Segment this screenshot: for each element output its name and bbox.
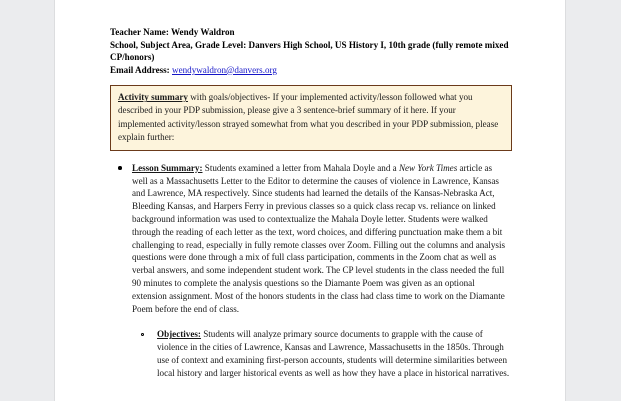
email-link[interactable]: wendywaldron@danvers.org bbox=[172, 64, 277, 75]
bullet-disc-icon bbox=[118, 166, 122, 170]
school-info-label: School, Subject Area, Grade Level: bbox=[110, 39, 247, 50]
list-item-objectives bbox=[132, 328, 510, 379]
lesson-summary-italic-title: New York Times bbox=[398, 162, 458, 173]
header-block bbox=[110, 26, 510, 76]
lesson-summary-text-1: Students examined a letter from Mahala Doyle and a bbox=[202, 162, 399, 173]
lesson-summary-list bbox=[110, 162, 510, 316]
teacher-name-label: Teacher Name: bbox=[110, 27, 169, 37]
objectives-text: Students will analyze primary source documents to grapple with the cause of violence in the cities of Lawrence, Kansas and Lawrence, Massachusetts in the 1850s. Through use of context and examining first-person accounts, students will determine similarities between local history and larger historical events as well as how they have a place in historical narratives. bbox=[157, 329, 510, 378]
bullet-circle-icon bbox=[141, 333, 144, 336]
school-info-line bbox=[110, 39, 510, 64]
email-line bbox=[110, 64, 510, 77]
school-info-value: Danvers High School, US History I, 10th grade (fully remote mixed CP/honors) bbox=[110, 39, 509, 63]
document-page bbox=[55, 0, 565, 401]
objectives-wrapper bbox=[132, 328, 510, 379]
activity-summary-box bbox=[110, 85, 512, 150]
lesson-summary-text-2: article as well as a Massachusetts Letter to the Editor to determine the causes of violence in Lawrence, Kansas and Lawrence, MA respectively. Since students had learned the details of the Kansas-Nebraska Act, Bleeding Kansas, and Harpers Ferry in previous classes so a quick class recap vs. reliance on linked background information was used to contextualize the Mahala Doyle letter. Students were walked through the reading of each letter as the text, word choices, and differing punctuation make them a bit challenging to read, especially in fully remote classes over Zoom. Filling out the columns and analysis questions were done through a mix of full class participation, comments in the Zoom chat as well as verbal answers, and some independent student work. The CP level students in the class needed the full 90 minutes to complete the analysis questions so the Diamante Poem was given as an optional extension assignment. Most of the honors students in the class had class time to work on the Diamante Poem before the end of class. bbox=[132, 162, 506, 314]
activity-summary-lead: Activity summary bbox=[118, 92, 188, 103]
teacher-name-value: Wendy Waldron bbox=[170, 27, 235, 37]
page-content bbox=[110, 26, 510, 380]
list-item-lesson-summary bbox=[110, 162, 510, 316]
teacher-name-line bbox=[110, 26, 510, 39]
lesson-summary-heading: Lesson Summary: bbox=[132, 162, 203, 173]
email-label: Email Address: bbox=[110, 64, 170, 75]
objectives-list bbox=[132, 328, 510, 379]
activity-summary-text bbox=[118, 91, 504, 143]
activity-summary-body: with goals/objectives- If your implemented activity/lesson followed what you described in your PDP submission, please give a 3 sentence-brief summary of it here. If your implemented activity/lesson strayed somewhat from what you described in your PDP submission, please explain further: bbox=[118, 92, 499, 142]
objectives-heading: Objectives: bbox=[157, 329, 201, 340]
